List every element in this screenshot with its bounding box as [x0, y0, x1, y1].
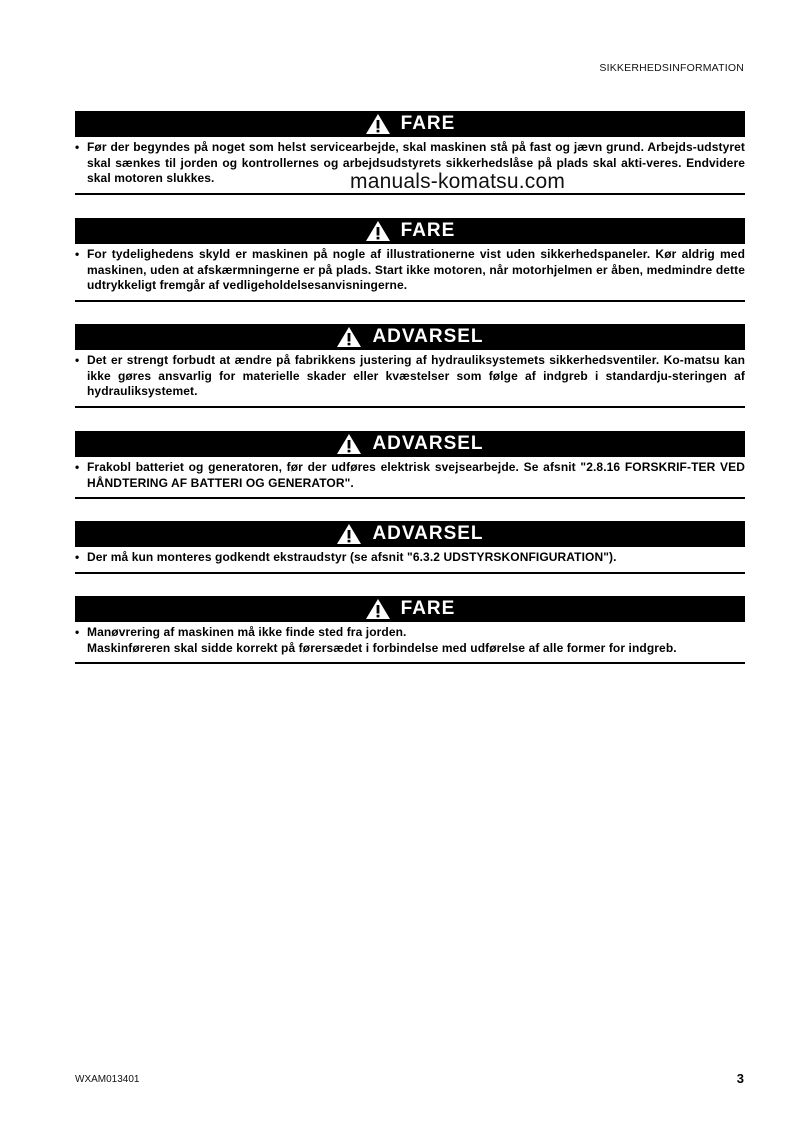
- document-code: WXAM013401: [75, 1074, 140, 1085]
- safety-banner: [75, 596, 745, 622]
- item-text: Det er strengt forbudt at ændre på fabrikkens justering af hydrauliksystemets sikkerhedsventiler. Ko-matsu kan ikke gøres ansvarlig for materielle skader eller kvæstelser som følge af indgreb i standardju-steringen af hydrauliksystemet.: [87, 353, 745, 398]
- safety-block-warning-3: [75, 521, 745, 574]
- safety-content: [75, 547, 745, 574]
- list-item: [75, 353, 745, 400]
- warning-triangle-icon: [365, 113, 391, 135]
- warning-triangle-icon: [336, 433, 362, 455]
- page-number: 3: [736, 1071, 744, 1086]
- safety-block-danger-2: [75, 218, 745, 302]
- safety-banner-label: FARE: [400, 220, 456, 241]
- safety-banner: [75, 111, 745, 137]
- warning-triangle-icon: [365, 598, 391, 620]
- bullet: •: [75, 353, 80, 367]
- list-item: [75, 625, 745, 656]
- watermark-text: manuals-komatsu.com: [350, 170, 566, 193]
- item-text: Der må kun monteres godkendt ekstraudstyr (se afsnit "6.3.2 UDSTYRSKONFIGURATION").: [87, 550, 617, 564]
- safety-banner-label: ADVARSEL: [372, 433, 484, 454]
- warning-triangle-icon: [365, 220, 391, 242]
- bullet: •: [75, 247, 80, 261]
- item-text: Frakobl batteriet og generatoren, før der udføres elektrisk svejsearbejde. Se afsnit "2.8.16 FORSKRIF-TER VED HÅNDTERING AF BATTERI OG GENERATOR".: [87, 460, 745, 490]
- running-header-section-title: SIKKERHEDSINFORMATION: [599, 62, 744, 74]
- safety-block-warning-2: [75, 431, 745, 499]
- safety-banner-label: FARE: [400, 598, 456, 619]
- safety-banner-label: FARE: [400, 113, 456, 134]
- safety-content: [75, 457, 745, 499]
- item-text: Manøvrering af maskinen må ikke finde sted fra jorden.: [87, 625, 407, 639]
- safety-banner: [75, 431, 745, 457]
- bullet: •: [75, 140, 80, 154]
- bullet: •: [75, 460, 80, 474]
- safety-content: [75, 244, 745, 302]
- item-text-line2: Maskinføreren skal sidde korrekt på førersædet i forbindelse med udførelse af alle former for indgreb.: [87, 640, 677, 655]
- safety-banner-label: ADVARSEL: [372, 523, 484, 544]
- warning-triangle-icon: [336, 523, 362, 545]
- bullet: •: [75, 625, 80, 639]
- safety-banner: [75, 324, 745, 350]
- list-item: [75, 247, 745, 294]
- safety-banner: [75, 218, 745, 244]
- item-text: For tydelighedens skyld er maskinen på nogle af illustrationerne vist uden sikkerhedspaneler. Kør aldrig med maskinen, uden at afskærmningerne er på plads. Start ikke motoren, når motorhjelmen er åben, medmindre dette udtrykkeligt fremgår af vedligeholdelsesanvisningerne.: [87, 247, 745, 292]
- warning-triangle-icon: [336, 326, 362, 348]
- list-item: [75, 550, 745, 566]
- safety-block-danger-3: [75, 596, 745, 664]
- safety-block-warning-1: [75, 324, 745, 408]
- safety-content: [75, 622, 745, 664]
- safety-content: [75, 350, 745, 408]
- safety-banner-label: ADVARSEL: [372, 326, 484, 347]
- item-text: Før der begyndes på noget som helst servicearbejde, skal maskinen stå på fast og jævn grund. Arbejds-udstyret skal sænkes til jorden og kontrollernes og arbejdsudstyrets sikkerhedslåse på plads skal akti-veres. Endvidere skal motoren slukkes.: [87, 140, 745, 185]
- safety-banner: [75, 521, 745, 547]
- bullet: •: [75, 550, 80, 564]
- list-item: [75, 460, 745, 491]
